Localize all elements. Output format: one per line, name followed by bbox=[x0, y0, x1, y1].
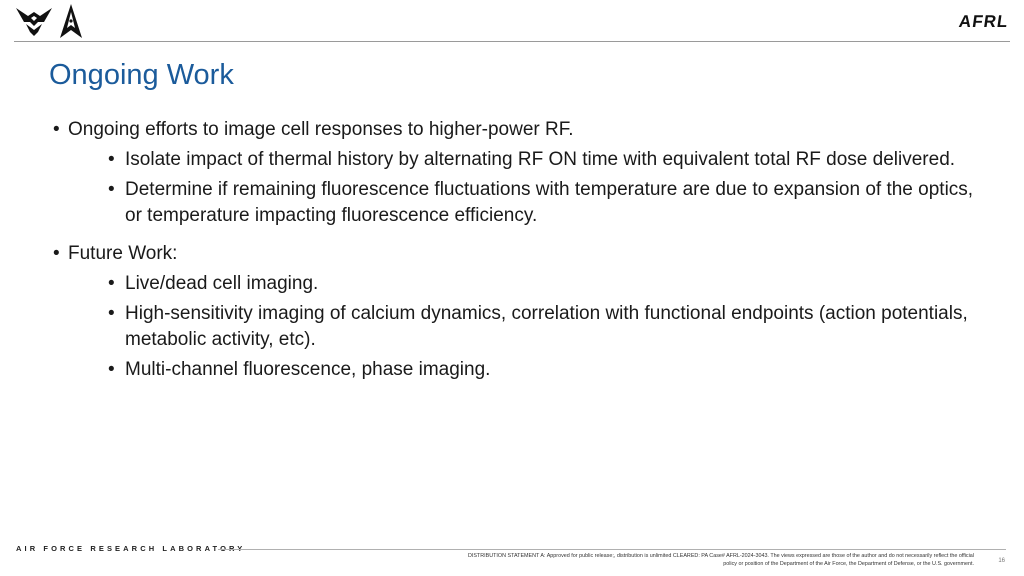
bullet-icon: • bbox=[53, 119, 60, 140]
page-number: 16 bbox=[998, 558, 1005, 564]
bullet-text: Ongoing efforts to image cell responses to higher-power RF. bbox=[68, 119, 574, 140]
distribution-line: DISTRIBUTION STATEMENT A: Approved for public release;, distribution is unlimited CLEARED: PA Case# AFRL-2024-3043. The views expressed are those of the author and do not necessarily reflect the official bbox=[467, 553, 974, 559]
footer-divider bbox=[218, 549, 1006, 550]
sub-bullet-list bbox=[68, 147, 980, 229]
footer-brand: AIR FORCE RESEARCH LABORATORY bbox=[16, 544, 246, 553]
header-divider bbox=[14, 41, 1010, 42]
distribution-statement bbox=[334, 552, 974, 568]
bullet-item bbox=[50, 241, 980, 383]
sub-bullet-item bbox=[68, 147, 980, 173]
air-force-logo-icon bbox=[16, 6, 52, 38]
space-force-logo-icon bbox=[60, 4, 82, 38]
distribution-line: policy or position of the Department of the Air Force, the Department of Defense, or the U.S. government. bbox=[723, 561, 974, 567]
bullet-text: Future Work: bbox=[68, 243, 178, 264]
sub-bullet-text: Isolate impact of thermal history by alternating RF ON time with equivalent total RF dose delivered. bbox=[125, 149, 956, 170]
bullet-icon: • bbox=[108, 359, 115, 380]
bullet-icon: • bbox=[108, 179, 115, 200]
afrl-logo: AFRL bbox=[957, 12, 1010, 31]
sub-bullet-text: Determine if remaining fluorescence fluctuations with temperature are due to expansion of the optics, or temperature impacting fluorescence efficiency. bbox=[125, 179, 974, 226]
sub-bullet-text: High-sensitivity imaging of calcium dynamics, correlation with functional endpoints (action potentials, metabolic activity, etc). bbox=[125, 303, 968, 350]
bullet-list bbox=[50, 117, 980, 387]
page-title: Ongoing Work bbox=[49, 59, 234, 91]
sub-bullet-item bbox=[68, 357, 980, 383]
bullet-icon: • bbox=[108, 273, 115, 294]
bullet-item bbox=[50, 117, 980, 229]
bullet-icon: • bbox=[108, 303, 115, 324]
sub-bullet-text: Live/dead cell imaging. bbox=[125, 273, 319, 294]
sub-bullet-item bbox=[68, 301, 980, 353]
bullet-icon: • bbox=[53, 243, 60, 264]
sub-bullet-list bbox=[68, 271, 980, 383]
sub-bullet-text: Multi-channel fluorescence, phase imaging. bbox=[125, 359, 491, 380]
bullet-icon: • bbox=[108, 149, 115, 170]
sub-bullet-item bbox=[68, 271, 980, 297]
sub-bullet-item bbox=[68, 177, 980, 229]
